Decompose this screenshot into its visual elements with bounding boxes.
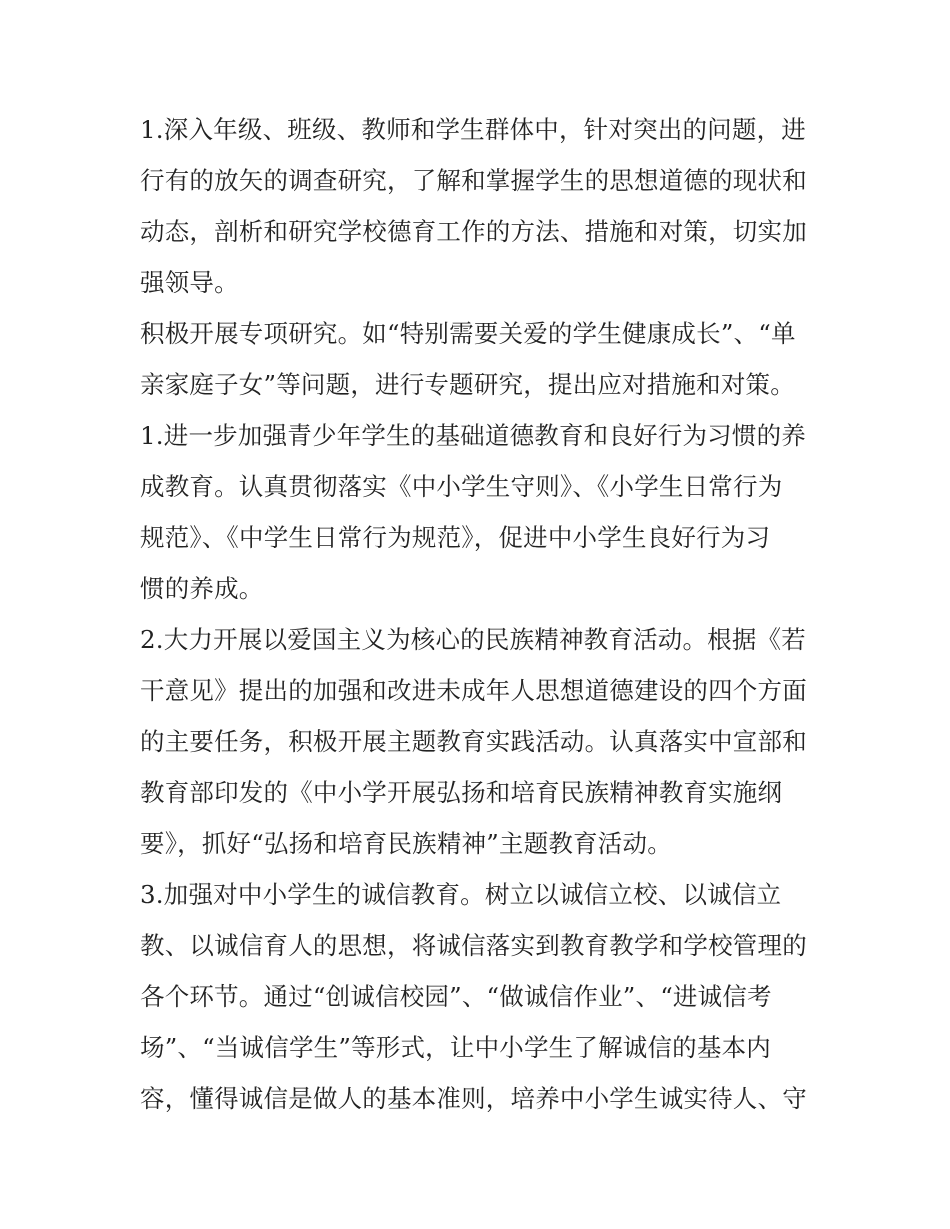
text-line: 各个环节。通过“创诚信校园”、“做诚信作业”、“进诚信考 [140,982,772,1011]
text-line: 的主要任务，积极开展主题教育实践活动。认真落实中宣部和 [140,727,807,756]
text-line: 动态，剖析和研究学校德育工作的方法、措施和对策，切实加 [140,217,807,246]
text-line: 容，懂得诚信是做人的基本准则，培养中小学生诚实待人、守 [140,1084,807,1113]
text-line: 要》，抓好“弘扬和培育民族精神”主题教育活动。 [140,829,672,858]
text-line: 惯的养成。 [140,574,264,603]
text-line: 干意见》提出的加强和改进未成年人思想道德建设的四个方面 [140,676,807,705]
text-line: 1.深入年级、班级、教师和学生群体中，针对突出的问题，进 [140,115,806,144]
text-line: 教、以诚信育人的思想，将诚信落实到教育教学和学校管理的 [140,931,807,960]
text-line: 1.进一步加强青少年学生的基础道德教育和良好行为习惯的养 [140,421,806,450]
text-line: 积极开展专项研究。如“特别需要关爱的学生健康成长”、“单 [140,319,796,348]
text-line: 2.大力开展以爱国主义为核心的民族精神教育活动。根据《若 [140,625,806,654]
text-line: 强领导。 [140,268,239,297]
document-body [140,104,820,1124]
text-line: 3.加强对中小学生的诚信教育。树立以诚信立校、以诚信立 [140,880,782,909]
text-line: 场”、“当诚信学生”等形式，让中小学生了解诚信的基本内 [140,1033,771,1062]
text-line: 规范》、《中学生日常行为规范》，促进中小学生良好行为习 [140,523,771,552]
text-line: 成教育。认真贯彻落实《中小学生守则》、《小学生日常行为 [140,472,783,501]
text-line: 行有的放矢的调查研究，了解和掌握学生的思想道德的现状和 [140,166,807,195]
text-line: 亲家庭子女”等问题，进行专题研究，提出应对措施和对策。 [140,370,795,399]
text-line: 教育部印发的《中小学开展弘扬和培育民族精神教育实施纲 [140,778,783,807]
